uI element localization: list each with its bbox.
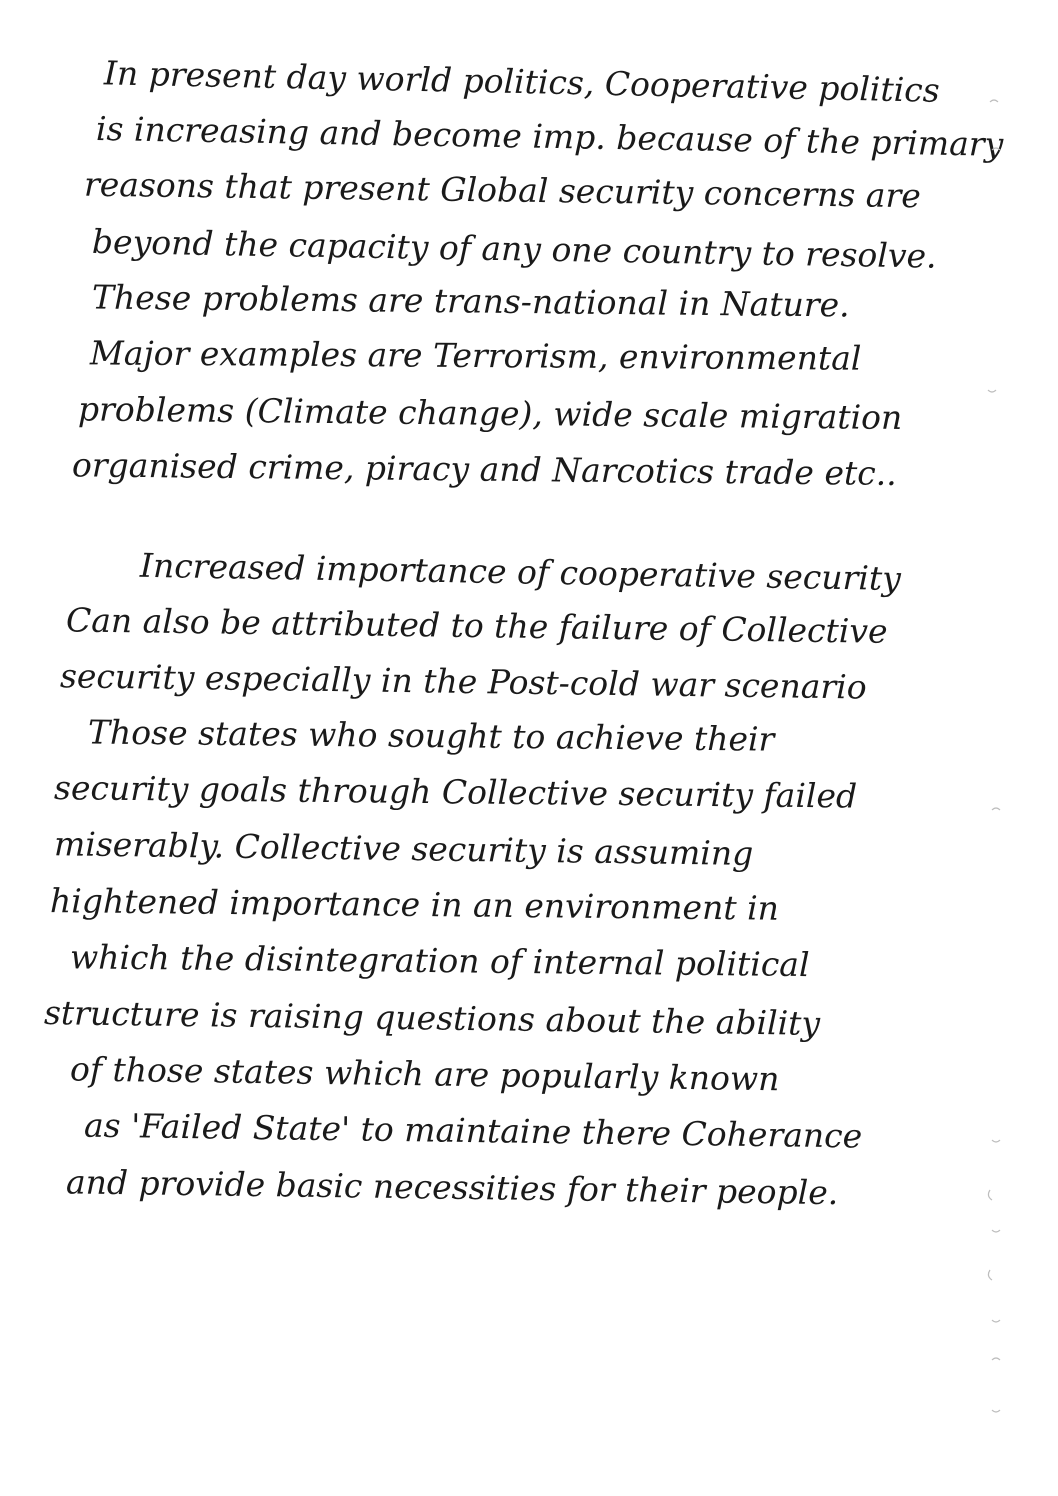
paragraph-1	[40, 44, 1004, 494]
text-line: hightened importance in an environment in	[49, 880, 780, 928]
text-line: Those states who sought to achieve their	[87, 712, 775, 759]
text-line: miserably. Collective security is assuming	[53, 824, 754, 874]
text-line: of those states which are popularly known	[69, 1049, 780, 1099]
text-line: and provide basic necessities for their people.	[65, 1161, 839, 1212]
text-line: as 'Failed State' to maintaine there Coherance	[83, 1105, 863, 1156]
text-line: structure is raising questions about the ability	[43, 993, 821, 1043]
text-line: Increased importance of cooperative security	[139, 545, 902, 598]
text-line: security especially in the Post-cold war scenario	[59, 656, 867, 707]
text-line: is increasing and become imp. because of the primary	[95, 109, 1004, 164]
scan-margin-marks	[980, 90, 1010, 1450]
paragraph-2	[40, 536, 1000, 1210]
text-line: organised crime, piracy and Narcotics trade etc..	[71, 445, 897, 494]
text-line: These problems are trans-national in Nature.	[91, 277, 850, 325]
text-line: security goals through Collective security failed	[53, 768, 858, 816]
text-line: problems (Climate change), wide scale migration	[77, 389, 903, 438]
text-line: beyond the capacity of any one country to resolve.	[91, 221, 937, 276]
text-line: reasons that present Global security concerns are	[83, 164, 922, 216]
text-line: Can also be attributed to the failure of Collective	[65, 600, 888, 651]
text-line: which the disintegration of internal political	[69, 937, 810, 984]
text-line: In present day world politics, Cooperative politics	[103, 53, 941, 110]
handwritten-text-block	[40, 44, 1004, 1212]
text-line: Major examples are Terrorism, environmental	[89, 333, 862, 378]
